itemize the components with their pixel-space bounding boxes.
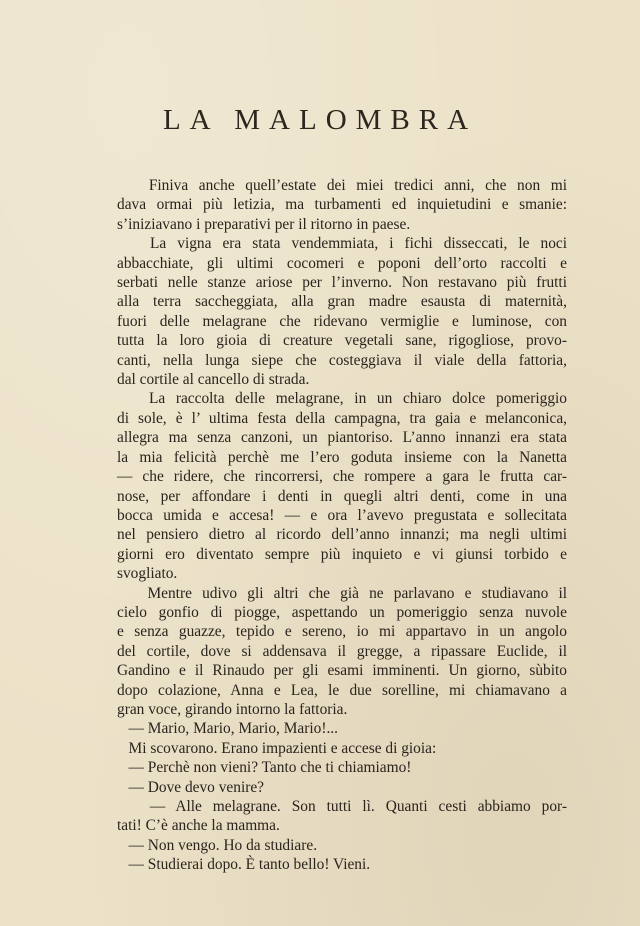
text-line: Gandino e il Rinaudo per gli esami imminenti. Un giorno, sùbito (117, 662, 567, 680)
text-line: canti, nella lunga siepe che costeggiava il viale della fattoria, (117, 351, 567, 369)
text-line: La raccolta delle melagrane, in un chiaro dolce pomeriggio (117, 390, 567, 408)
text-line: nel pensiero dietro al ricordo dell’anno innanzi; ma negli ultimi (117, 526, 567, 544)
text-line: — Alle melagrane. Son tutti lì. Quanti cesti abbiamo por- (117, 798, 567, 815)
text-line: s’iniziavano i preparativi per il ritorno in paese. (117, 215, 411, 233)
text-line: abbacchiate, gli ultimi cocomeri e poponi dell’orto raccolti e (117, 254, 567, 272)
text-line: nose, per affondare i denti in quegli altri denti, come in una (117, 487, 567, 505)
text-line: — Studierai dopo. È tanto bello! Vieni. (117, 856, 371, 874)
text-line: alla terra saccheggiata, alla gran madre esausta di maternità, (117, 293, 567, 311)
text-line: dal cortile al cancello di strada. (117, 371, 310, 389)
text-line: tutta la loro gioia di creature vegetali sane, rigogliose, provo- (117, 332, 567, 350)
text-line: serbati nelle stanze ariose per l’inverno. Non restavano più frutti (117, 274, 567, 292)
text-line: — Non vengo. Ho da studiare. (117, 836, 318, 854)
text-line: — Mario, Mario, Mario, Mario!... (117, 720, 338, 738)
text-line: Mi scovarono. Erano impazienti e accese di gioia: (117, 739, 437, 757)
text-line: di sole, è l’ ultima festa della campagna, tra gaia e melanconica, (117, 409, 567, 427)
text-line: giorni ero diventato sempre più inquieto e vi giunsi torbido e (117, 545, 567, 563)
chapter-title: LA MALOMBRA (162, 104, 478, 136)
text-line: dopo colazione, Anna e Lea, le due sorelline, mi chiamavano a (117, 681, 567, 699)
text-line: gran voce, girando intorno la fattoria. (117, 700, 348, 718)
text-line: — Dove devo venire? (117, 778, 265, 796)
text-line: bocca umida e accesa! — e ora l’avevo pregustata e sollecitata (117, 506, 567, 524)
chapter-body (117, 176, 567, 875)
text-line: dava ormai più letizia, ma turbamenti ed inquietudini e smanie: (117, 196, 567, 214)
text-line: cielo gonfio di piogge, aspettando un pomeriggio senza nuvole (117, 603, 567, 621)
text-line: svogliato. (117, 565, 178, 583)
text-line: fuori delle melagrane che ridevano vermiglie e luminose, con (117, 312, 567, 330)
text-line: — che ridere, che rincorrersi, che rompere a gara le frutta car- (117, 468, 567, 486)
text-line: La vigna era stata vendemmiata, i fichi disseccati, le noci (117, 235, 567, 253)
text-line: la mia felicità perchè me l’ero goduta insieme con la Nanetta (117, 448, 567, 466)
text-line: e senza guazze, tepido e sereno, io mi appartavo in un angolo (117, 623, 567, 641)
text-line: — Perchè non vieni? Tanto che ti chiamiamo! (117, 759, 412, 777)
text-line: Mentre udivo gli altri che già ne parlavano e studiavano il (117, 584, 567, 602)
text-line: allegra ma senza canzoni, un piantoriso. L’anno innanzi era stata (117, 429, 567, 447)
text-line: tati! C’è anche la mamma. (117, 817, 280, 835)
text-line: del cortile, dove si addensava il gregge, a ripassare Euclide, il (117, 642, 567, 660)
text-line: Finiva anche quell’estate dei miei tredici anni, che non mi (117, 177, 567, 194)
